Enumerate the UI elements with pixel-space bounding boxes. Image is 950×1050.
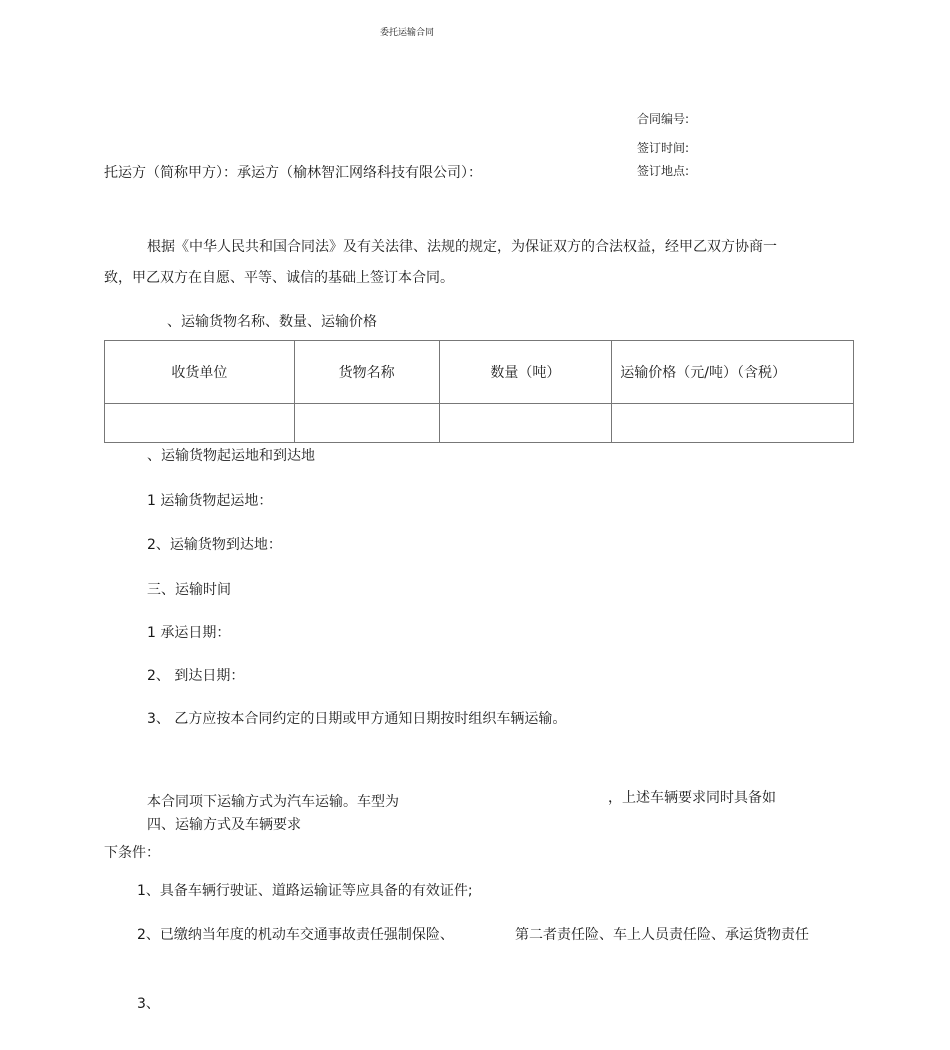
table-row: [105, 404, 854, 443]
table-header-cell: 货物名称: [294, 341, 439, 404]
section-3-title: 三、运输时间: [147, 582, 231, 598]
section-4-title: 四、运输方式及车辆要求: [147, 817, 301, 833]
table-cell: [294, 404, 439, 443]
parties-line: 托运方（简称甲方）：承运方（榆林智汇网络科技有限公司）：: [104, 165, 482, 181]
sign-time-label: 签订时间:: [637, 141, 690, 155]
goods-table: [104, 340, 854, 443]
schedule-item: 3、 乙方应按本合同约定的日期或甲方通知日期按时组织车辆运输。: [147, 711, 567, 727]
sign-place-label: 签订地点:: [637, 164, 690, 178]
table-header-row: [105, 341, 854, 404]
table-header-cell: 运输价格（元/吨）（含税）: [612, 341, 854, 404]
intro-line-1: 根据《中华人民共和国合同法》及有关法律、法规的规定，为保证双方的合法权益，经甲乙双方协商一: [147, 239, 777, 255]
transport-mode-line: 本合同项下运输方式为汽车运输。车型为: [147, 794, 399, 810]
contract-number-label: 合同编号:: [637, 112, 690, 126]
section-2-title: 、运输货物起运地和到达地: [147, 448, 315, 464]
requirement-item-3: 3、: [137, 996, 160, 1012]
origin-item: 1 运输货物起运地：: [147, 493, 273, 509]
requirement-item-1: 1、具备车辆行驶证、道路运输证等应具备的有效证件;: [137, 883, 473, 899]
table-header-cell: 数量（吨）: [439, 341, 612, 404]
requirement-item-2-cont: 第二者责任险、车上人员责任险、承运货物责任: [515, 927, 809, 943]
conditions-lead: 下条件：: [104, 845, 160, 861]
table-header-cell: 收货单位: [105, 341, 295, 404]
transport-mode-line-cont: ，上述车辆要求同时具备如: [608, 790, 776, 806]
table-cell: [612, 404, 854, 443]
table-cell: [105, 404, 295, 443]
destination-item: 2、运输货物到达地：: [147, 537, 282, 553]
section-1-title: 、运输货物名称、数量、运输价格: [167, 314, 377, 330]
pickup-date-item: 1 承运日期：: [147, 625, 231, 641]
intro-line-2: 致，甲乙双方在自愿、平等、诚信的基础上签订本合同。: [104, 270, 454, 286]
table-cell: [439, 404, 612, 443]
document-header: 委托运输合同: [380, 28, 435, 38]
arrival-date-item: 2、 到达日期：: [147, 668, 245, 684]
requirement-item-2: 2、已缴纳当年度的机动车交通事故责任强制保险、: [137, 927, 454, 943]
